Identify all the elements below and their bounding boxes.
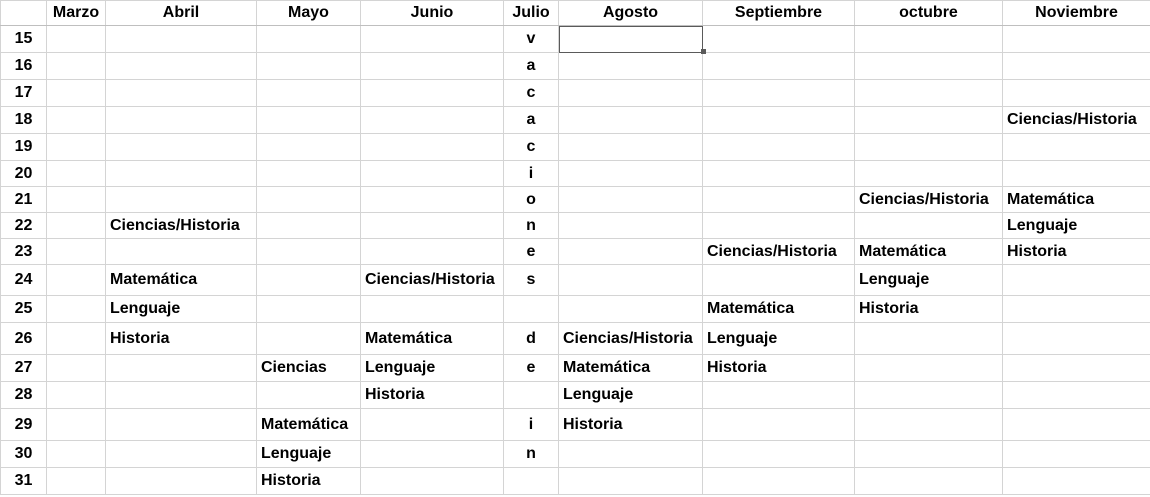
cell-abril[interactable] [106, 355, 257, 382]
row-header[interactable]: 26 [1, 323, 47, 355]
cell-junio[interactable] [361, 80, 504, 107]
cell-agosto[interactable] [559, 107, 703, 134]
row-header[interactable]: 30 [1, 441, 47, 468]
table-row [1, 26, 1150, 53]
table-row [1, 161, 1150, 187]
cell-agosto[interactable] [559, 161, 703, 187]
table-row [1, 80, 1150, 107]
cell-agosto[interactable] [559, 53, 703, 80]
column-header[interactable]: Junio [361, 1, 504, 26]
cell-junio[interactable]: Historia [361, 382, 504, 409]
cell-octubre[interactable] [855, 80, 1003, 107]
cell-junio[interactable] [361, 53, 504, 80]
cell-agosto[interactable] [559, 187, 703, 213]
cell-noviembre[interactable]: Lenguaje [1003, 213, 1150, 239]
cell-noviembre[interactable]: Ciencias/Historia [1003, 107, 1150, 134]
grid-body [1, 26, 1150, 495]
column-header-row [1, 1, 1150, 26]
cell-abril[interactable] [106, 187, 257, 213]
cell-agosto[interactable] [559, 265, 703, 296]
cell-septiembre[interactable] [703, 80, 855, 107]
cell-noviembre[interactable] [1003, 26, 1150, 53]
cell-mayo[interactable] [257, 53, 361, 80]
cell-julio[interactable]: n [504, 441, 559, 468]
cell-junio[interactable]: Lenguaje [361, 355, 504, 382]
cell-marzo[interactable] [47, 213, 106, 239]
cell-octubre[interactable] [855, 382, 1003, 409]
cell-mayo[interactable]: Historia [257, 468, 361, 495]
cell-marzo[interactable] [47, 409, 106, 441]
cell-marzo[interactable] [47, 187, 106, 213]
cell-agosto[interactable]: Matemática [559, 355, 703, 382]
cell-octubre[interactable] [855, 213, 1003, 239]
cell-marzo[interactable] [47, 382, 106, 409]
cell-septiembre[interactable] [703, 468, 855, 495]
cell-noviembre[interactable] [1003, 409, 1150, 441]
table-row [1, 53, 1150, 80]
column-header[interactable]: Noviembre [1003, 1, 1150, 26]
cell-junio[interactable] [361, 161, 504, 187]
cell-octubre[interactable] [855, 441, 1003, 468]
cell-marzo[interactable] [47, 355, 106, 382]
fill-handle[interactable] [701, 49, 706, 54]
table-row [1, 134, 1150, 161]
row-header[interactable]: 17 [1, 80, 47, 107]
table-row [1, 355, 1150, 382]
cell-abril[interactable] [106, 134, 257, 161]
cell-agosto[interactable]: Ciencias/Historia [559, 323, 703, 355]
cell-agosto[interactable]: Lenguaje [559, 382, 703, 409]
cell-abril[interactable] [106, 382, 257, 409]
cell-marzo[interactable] [47, 161, 106, 187]
cell-octubre[interactable] [855, 134, 1003, 161]
cell-septiembre[interactable]: Matemática [703, 296, 855, 323]
cell-julio[interactable]: n [504, 213, 559, 239]
cell-abril[interactable] [106, 53, 257, 80]
cell-junio[interactable] [361, 468, 504, 495]
cell-noviembre[interactable] [1003, 134, 1150, 161]
cell-abril[interactable] [106, 441, 257, 468]
cell-julio[interactable]: c [504, 80, 559, 107]
cell-abril[interactable]: Historia [106, 323, 257, 355]
cell-septiembre[interactable] [703, 26, 855, 53]
cell-julio[interactable]: a [504, 107, 559, 134]
row-header[interactable]: 24 [1, 265, 47, 296]
corner-cell[interactable] [1, 1, 47, 26]
cell-abril[interactable]: Lenguaje [106, 296, 257, 323]
cell-junio[interactable]: Matemática [361, 323, 504, 355]
cell-agosto[interactable] [559, 213, 703, 239]
cell-mayo[interactable] [257, 382, 361, 409]
cell-julio[interactable]: v [504, 26, 559, 53]
cell-noviembre[interactable]: Matemática [1003, 187, 1150, 213]
cell-julio[interactable]: s [504, 265, 559, 296]
cell-abril[interactable] [106, 409, 257, 441]
cell-septiembre[interactable] [703, 134, 855, 161]
cell-noviembre[interactable] [1003, 355, 1150, 382]
cell-julio[interactable]: i [504, 409, 559, 441]
cell-junio[interactable] [361, 134, 504, 161]
cell-octubre[interactable] [855, 107, 1003, 134]
cell-octubre[interactable] [855, 355, 1003, 382]
cell-septiembre[interactable] [703, 213, 855, 239]
cell-mayo[interactable] [257, 296, 361, 323]
column-header[interactable]: Agosto [559, 1, 703, 26]
cell-julio[interactable] [504, 296, 559, 323]
column-header[interactable]: Abril [106, 1, 257, 26]
cell-julio[interactable]: o [504, 187, 559, 213]
row-header[interactable]: 19 [1, 134, 47, 161]
table-row [1, 187, 1150, 213]
column-header[interactable]: Septiembre [703, 1, 855, 26]
row-header[interactable]: 16 [1, 53, 47, 80]
table-row [1, 468, 1150, 495]
cell-septiembre[interactable] [703, 441, 855, 468]
cell-mayo[interactable]: Ciencias [257, 355, 361, 382]
row-header[interactable]: 25 [1, 296, 47, 323]
cell-marzo[interactable] [47, 265, 106, 296]
cell-abril[interactable] [106, 80, 257, 107]
cell-mayo[interactable] [257, 161, 361, 187]
cell-julio[interactable] [504, 468, 559, 495]
table-row [1, 382, 1150, 409]
cell-octubre[interactable] [855, 26, 1003, 53]
table-row [1, 409, 1150, 441]
cell-noviembre[interactable] [1003, 323, 1150, 355]
cell-abril[interactable]: Matemática [106, 265, 257, 296]
row-header[interactable]: 15 [1, 26, 47, 53]
column-header[interactable]: Mayo [257, 1, 361, 26]
cell-julio[interactable]: d [504, 323, 559, 355]
cell-junio[interactable] [361, 107, 504, 134]
cell-abril[interactable] [106, 468, 257, 495]
cell-abril[interactable]: Ciencias/Historia [106, 213, 257, 239]
row-header[interactable]: 20 [1, 161, 47, 187]
cell-septiembre[interactable]: Historia [703, 355, 855, 382]
row-header[interactable]: 28 [1, 382, 47, 409]
cell-septiembre[interactable] [703, 187, 855, 213]
cell-octubre[interactable] [855, 161, 1003, 187]
cell-marzo[interactable] [47, 53, 106, 80]
cell-noviembre[interactable] [1003, 53, 1150, 80]
cell-noviembre[interactable] [1003, 468, 1150, 495]
cell-noviembre[interactable] [1003, 265, 1150, 296]
cell-agosto[interactable] [559, 134, 703, 161]
cell-noviembre[interactable] [1003, 161, 1150, 187]
table-row [1, 213, 1150, 239]
cell-octubre[interactable]: Lenguaje [855, 265, 1003, 296]
cell-marzo[interactable] [47, 323, 106, 355]
cell-mayo[interactable] [257, 26, 361, 53]
cell-septiembre[interactable] [703, 53, 855, 80]
cell-marzo[interactable] [47, 80, 106, 107]
cell-junio[interactable] [361, 296, 504, 323]
cell-mayo[interactable]: Lenguaje [257, 441, 361, 468]
cell-junio[interactable] [361, 239, 504, 265]
cell-octubre[interactable]: Matemática [855, 239, 1003, 265]
cell-noviembre[interactable] [1003, 296, 1150, 323]
column-header[interactable]: octubre [855, 1, 1003, 26]
cell-marzo[interactable] [47, 107, 106, 134]
cell-mayo[interactable]: Matemática [257, 409, 361, 441]
cell-mayo[interactable] [257, 239, 361, 265]
cell-agosto[interactable] [559, 441, 703, 468]
cell-agosto[interactable] [559, 296, 703, 323]
cell-octubre[interactable] [855, 53, 1003, 80]
cell-agosto[interactable] [559, 239, 703, 265]
cell-junio[interactable] [361, 409, 504, 441]
column-header[interactable]: Julio [504, 1, 559, 26]
row-header[interactable]: 31 [1, 468, 47, 495]
cell-abril[interactable] [106, 161, 257, 187]
cell-junio[interactable] [361, 441, 504, 468]
cell-mayo[interactable] [257, 213, 361, 239]
cell-marzo[interactable] [47, 441, 106, 468]
table-row [1, 296, 1150, 323]
cell-septiembre[interactable] [703, 409, 855, 441]
cell-septiembre[interactable] [703, 107, 855, 134]
cell-octubre[interactable] [855, 409, 1003, 441]
cell-octubre[interactable] [855, 323, 1003, 355]
cell-marzo[interactable] [47, 468, 106, 495]
cell-noviembre[interactable]: Historia [1003, 239, 1150, 265]
cell-noviembre[interactable] [1003, 441, 1150, 468]
cell-julio[interactable]: a [504, 53, 559, 80]
cell-agosto[interactable] [559, 468, 703, 495]
cell-agosto[interactable] [559, 26, 703, 53]
cell-noviembre[interactable] [1003, 382, 1150, 409]
cell-septiembre[interactable]: Ciencias/Historia [703, 239, 855, 265]
cell-abril[interactable] [106, 107, 257, 134]
cell-marzo[interactable] [47, 26, 106, 53]
cell-julio[interactable]: e [504, 239, 559, 265]
cell-noviembre[interactable] [1003, 80, 1150, 107]
column-header[interactable]: Marzo [47, 1, 106, 26]
row-header[interactable]: 23 [1, 239, 47, 265]
cell-octubre[interactable]: Historia [855, 296, 1003, 323]
cell-abril[interactable] [106, 26, 257, 53]
row-header[interactable]: 21 [1, 187, 47, 213]
row-header[interactable]: 27 [1, 355, 47, 382]
cell-mayo[interactable] [257, 323, 361, 355]
row-header[interactable]: 22 [1, 213, 47, 239]
cell-julio[interactable]: i [504, 161, 559, 187]
table-row [1, 265, 1150, 296]
cell-septiembre[interactable] [703, 382, 855, 409]
cell-agosto[interactable] [559, 80, 703, 107]
cell-marzo[interactable] [47, 134, 106, 161]
cell-junio[interactable]: Ciencias/Historia [361, 265, 504, 296]
cell-octubre[interactable]: Ciencias/Historia [855, 187, 1003, 213]
cell-mayo[interactable] [257, 134, 361, 161]
row-header[interactable]: 29 [1, 409, 47, 441]
cell-agosto[interactable]: Historia [559, 409, 703, 441]
cell-mayo[interactable] [257, 187, 361, 213]
table-row [1, 441, 1150, 468]
cell-mayo[interactable] [257, 265, 361, 296]
cell-julio[interactable]: c [504, 134, 559, 161]
cell-julio[interactable] [504, 382, 559, 409]
cell-mayo[interactable] [257, 80, 361, 107]
cell-septiembre[interactable] [703, 265, 855, 296]
cell-junio[interactable] [361, 213, 504, 239]
cell-septiembre[interactable] [703, 161, 855, 187]
cell-marzo[interactable] [47, 239, 106, 265]
cell-julio[interactable]: e [504, 355, 559, 382]
cell-junio[interactable] [361, 187, 504, 213]
row-header[interactable]: 18 [1, 107, 47, 134]
cell-junio[interactable] [361, 26, 504, 53]
table-row [1, 323, 1150, 355]
cell-octubre[interactable] [855, 468, 1003, 495]
cell-mayo[interactable] [257, 107, 361, 134]
cell-abril[interactable] [106, 239, 257, 265]
table-row [1, 107, 1150, 134]
table-row [1, 239, 1150, 265]
cell-marzo[interactable] [47, 296, 106, 323]
cell-septiembre[interactable]: Lenguaje [703, 323, 855, 355]
